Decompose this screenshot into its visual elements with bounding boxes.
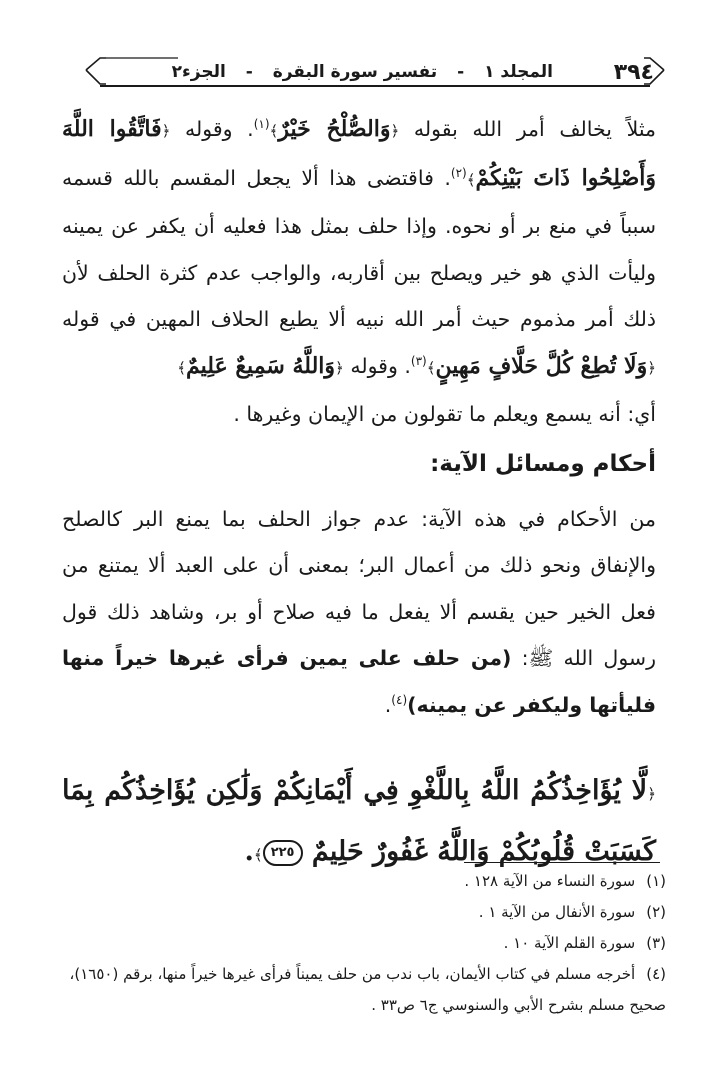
quran-text: وَاللَّهُ سَمِيعٌ عَلِيمٌ <box>186 352 336 379</box>
text-run: . وقوله <box>170 117 254 141</box>
quran-text: وَالصُّلْحُ خَيْرٌ <box>278 116 391 142</box>
ornament-open: ﴿ <box>335 358 344 377</box>
footnote-number: (٢) <box>646 903 666 921</box>
footnote-text: أخرجه مسلم في كتاب الأيمان، باب ندب من حلف يميناً فرأى غيرها خيراً منها، برقم (١٦٥٠)، صحيح مسلم بشرح الأبي والسنوسي ج٦ ص٣٣ . <box>69 965 666 1014</box>
running-title <box>165 62 560 82</box>
paragraph-1 <box>62 106 656 438</box>
footnote-text: سورة القلم الآية ١٠ . <box>503 934 636 952</box>
footnote-ref[interactable]: (٣) <box>410 353 427 368</box>
page-header <box>78 48 672 96</box>
page-number: ٣٩٤ <box>613 60 654 85</box>
text-run: . وقوله <box>343 353 411 378</box>
volume-label: المجلد ١ <box>484 62 553 82</box>
ornament-close: ﴾ <box>269 122 279 140</box>
footnotes <box>66 866 666 1021</box>
quran-text: فَاتَّقُوا اللَّهَ وَأَصْلِحُوا ذَاتَ بَيْنِكُمْ <box>62 116 656 191</box>
footnote-number: (٤) <box>646 965 666 983</box>
book-title: تفسير سورة البقرة <box>272 62 438 82</box>
footnote-ref[interactable]: (١) <box>253 117 270 132</box>
ornament-open: ﴿ <box>647 785 656 803</box>
text-run: . فاقتضى هذا ألا يجعل المقسم بالله قسمه سبباً في منع بر أو نحوه. وإذا حلف بمثل هذا فعليه أن يكفر عن يمينه وليأت الذي هو خير ويصلح بين أقاربه، والواجب عدم كثرة الحلف لأن ذلك أمر مذموم حيث أمر الله نبيه ألا يطيع الحلاف المهين في قوله <box>62 165 656 331</box>
hadith-quote: (من حلف على يمين فرأى غيرها خيراً منها فليأتها وليكفر عن يمينه) <box>62 646 656 717</box>
footnote-divider <box>464 862 660 863</box>
ornament-open: ﴿ <box>390 122 400 140</box>
text-run: مثلاً يخالف أمر الله بقوله <box>399 117 656 141</box>
footnote-item <box>66 866 666 897</box>
quran-text: وَلَا تُطِعْ كُلَّ حَلَّافٍ مَهِينٍ <box>435 352 648 379</box>
section-heading: أحكام ومسائل الآية: <box>430 450 656 477</box>
part-label: الجزء٢ <box>171 62 226 82</box>
ornament-open: ﴿ <box>161 122 171 140</box>
main-text <box>62 106 656 884</box>
paragraph-2 <box>62 496 656 729</box>
ornament-close: ﴾ <box>426 358 436 377</box>
footnote-item <box>66 959 666 1021</box>
separator: - <box>457 62 465 82</box>
footnote-item <box>66 897 666 928</box>
separator: - <box>245 62 253 82</box>
ornament-open: ﴿ <box>647 358 656 377</box>
ornament-close: ﴾ <box>177 358 186 377</box>
ornament-close: ﴾ <box>466 170 476 189</box>
footnote-ref[interactable]: (٢) <box>450 165 467 180</box>
verse-text: لَّا يُؤَاخِذُكُمُ اللَّهُ بِاللَّغْوِ فِي أَيْمَانِكُمْ وَلَٰكِن يُؤَاخِذُكُم بِمَا كَسَبَتْ قُلُوبُكُمْ وَاللَّهُ غَفُورٌ حَلِيمٌ <box>62 775 656 867</box>
text-run: أي: أنه يسمع ويعلم ما تقولون من الإيمان وغيرها . <box>233 402 656 426</box>
footnote-number: (١) <box>646 872 666 890</box>
footnote-number: (٣) <box>646 934 666 952</box>
text-run: . <box>244 836 254 867</box>
quran-quote <box>427 353 656 379</box>
footnote-text: سورة الأنفال من الآية ١ . <box>478 903 636 921</box>
footnote-item <box>66 928 666 959</box>
footnote-text: سورة النساء من الآية ١٢٨ . <box>464 872 636 890</box>
quran-quote <box>177 353 344 379</box>
ayah-number-badge: ٢٢٥ <box>263 840 303 866</box>
ornament-close: ﴾ <box>253 846 263 864</box>
quran-quote <box>270 116 400 142</box>
text-run: من الأحكام في هذه الآية: عدم جواز الحلف بما يمنع البر كالصلح والإنفاق ونحو ذلك من أعمال البر؛ بمعنى أن على العبد ألا يمتنع من فعل الخير حين يقسم ألا يفعل ما فيه صلاح أو بر، وشاهد ذلك قول رسول الله ﷺ: <box>62 506 656 670</box>
text-run: . <box>384 692 392 717</box>
footnote-ref[interactable]: (٤) <box>391 692 408 707</box>
